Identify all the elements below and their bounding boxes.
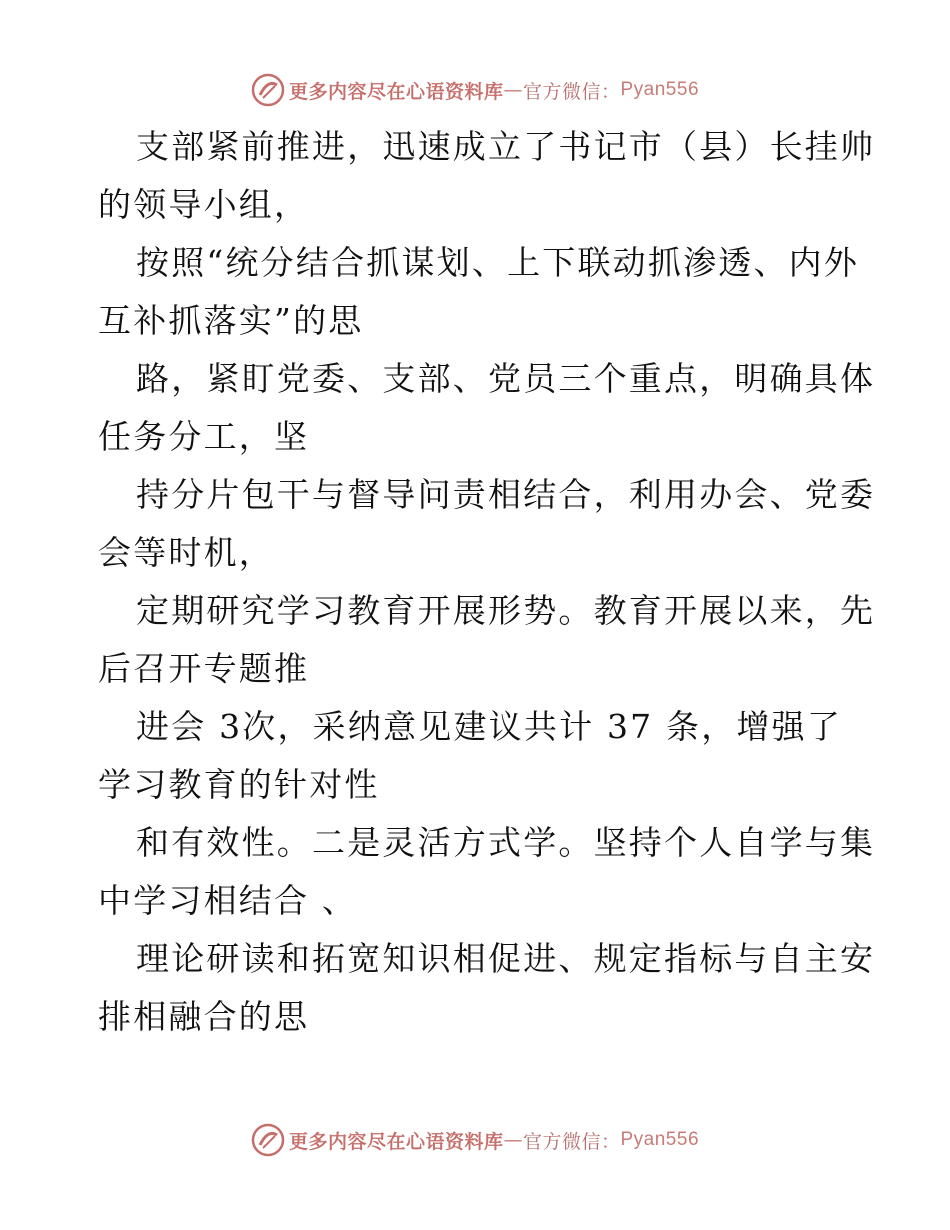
- watermark-dash: —: [503, 79, 523, 101]
- line-rest: 后召开专题推: [98, 649, 310, 688]
- line-rest: 中学习相结合 、: [98, 881, 358, 920]
- watermark-wechat-id: Pyan556: [620, 1129, 700, 1150]
- line-rest: 会等时机，: [98, 533, 274, 572]
- line-first: 持分片包干与督导问责相结合，利用办会、党委: [136, 475, 876, 514]
- watermark-main-text: 更多内容尽在心语资料库: [288, 1130, 504, 1153]
- line-rest: 任务分工，坚: [98, 417, 310, 456]
- paragraph-line: [98, 582, 876, 698]
- library-logo-icon: [251, 73, 285, 107]
- library-logo-icon: [251, 1123, 285, 1157]
- footer-watermark: [0, 1120, 950, 1160]
- line-rest: 的领导小组，: [98, 185, 310, 224]
- paragraph-line: [98, 466, 876, 582]
- paragraph-line: [98, 930, 876, 1046]
- line-first: 路，紧盯党委、支部、党员三个重点，明确具体: [136, 359, 876, 398]
- line-first: 按照“统分结合抓谋划、上下联动抓渗透、内外: [136, 243, 860, 282]
- line-first: 和有效性。二是灵活方式学。坚持个人自学与集: [136, 823, 876, 862]
- paragraph-line: [98, 350, 876, 466]
- paragraph-line: [98, 698, 858, 814]
- watermark-sub-text: 官方微信：: [522, 1130, 621, 1153]
- line-first: 支部紧前推进，迅速成立了书记市（县）长挂帅: [136, 127, 876, 166]
- watermark-dash: —: [503, 1129, 523, 1151]
- line-first: 定期研究学习教育开展形势。教育开展以来，先: [136, 591, 876, 630]
- line-rest: 互补抓落实”的思: [98, 301, 364, 340]
- header-watermark: [0, 70, 950, 110]
- paragraph-line: [98, 814, 876, 930]
- line-first: 理论研读和拓宽知识相促进、规定指标与自主安: [136, 939, 876, 978]
- document-body: [98, 118, 876, 1046]
- watermark-wechat-id: Pyan556: [620, 79, 700, 100]
- line-first: 进会 3次，采纳意见建议共计 37 条，增强了: [136, 707, 843, 746]
- line-rest: 学习教育的针对性: [98, 765, 380, 804]
- line-rest: 排相融合的思: [98, 997, 310, 1036]
- paragraph-line: [98, 234, 858, 350]
- watermark-sub-text: 官方微信：: [522, 80, 621, 103]
- watermark-main-text: 更多内容尽在心语资料库: [288, 80, 504, 103]
- paragraph-line: [98, 118, 876, 234]
